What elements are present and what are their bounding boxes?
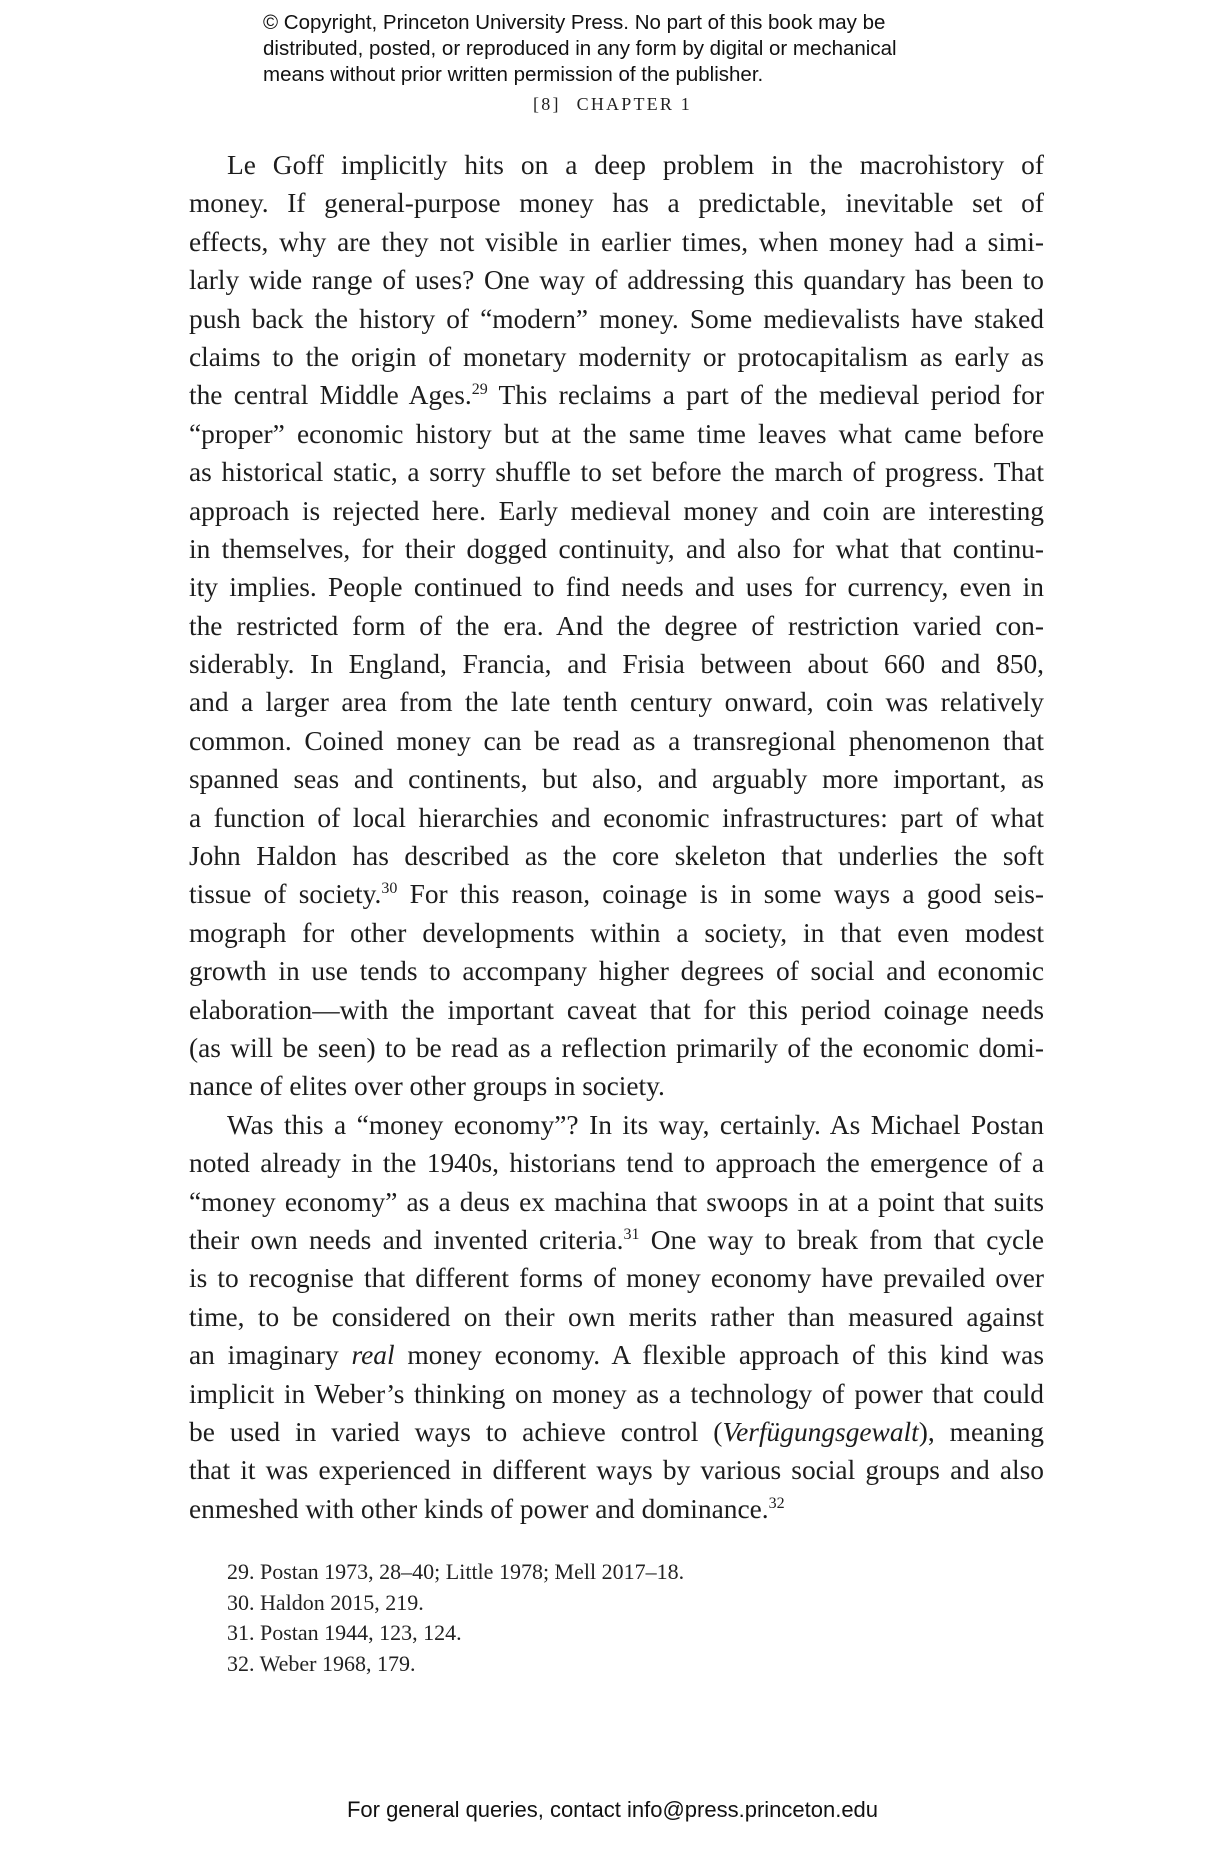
text-run: For this reason, coinage is in some ways a good seis- <box>397 879 1045 910</box>
copyright-line: © Copyright, Princeton University Press. No part of this book may be <box>263 11 886 34</box>
text-line: common. Coined money can be read as a transregional phenomenon that <box>189 725 1044 756</box>
text-line: growth in use tends to accompany higher degrees of social and economic <box>189 956 1044 987</box>
text-line: Le Goff implicitly hits on a deep problem in the macrohistory of <box>227 150 1044 180</box>
text-line: is to recognise that different forms of money economy have prevailed over <box>189 1263 1044 1294</box>
text-line <box>189 376 1044 414</box>
text-run: One way to break from that cycle <box>639 1224 1044 1255</box>
text-line: elaboration—with the important caveat that for this period coinage needs <box>189 994 1044 1025</box>
text-line: effects, why are they not visible in earlier times, when money had a simi- <box>189 226 1044 257</box>
text-line: (as will be seen) to be read as a reflection primarily of the economic domi- <box>189 1032 1044 1063</box>
text-line: ity implies. People continued to find needs and uses for currency, even in <box>189 572 1044 603</box>
text-line: that it was experienced in different ways by various social groups and also <box>189 1455 1044 1486</box>
text-line <box>189 1221 1044 1259</box>
text-line: larly wide range of uses? One way of addressing this quandary has been to <box>189 265 1044 296</box>
chapter-label: CHAPTER 1 <box>576 94 692 114</box>
footnote: 30. Haldon 2015, 219. <box>227 1589 424 1615</box>
text-line <box>189 1413 1044 1451</box>
text-line: noted already in the 1940s, historians tend to approach the emergence of a <box>189 1148 1044 1179</box>
text-line <box>189 1490 1044 1528</box>
italic-term: real <box>351 1340 395 1371</box>
footnote-ref: 32 <box>768 1494 785 1512</box>
text-run: an imaginary <box>189 1340 352 1371</box>
text-line: push back the history of “modern” money. Some medievalists have staked <box>189 303 1044 334</box>
text-run: enmeshed with other kinds of power and dominance. <box>189 1493 769 1524</box>
footnote-ref: 29 <box>471 381 488 399</box>
text-line: and a larger area from the late tenth century onward, coin was relatively <box>189 687 1044 718</box>
text-run: tissue of society. <box>189 879 382 910</box>
text-line: “money economy” as a deus ex machina that swoops in at a point that suits <box>189 1186 1044 1217</box>
text-line: a function of local hierarchies and economic infrastructures: part of what <box>189 802 1044 833</box>
text-line: Was this a “money economy”? In its way, certainly. As Michael Postan <box>227 1109 1044 1140</box>
text-line: spanned seas and continents, but also, and arguably more important, as <box>189 764 1044 795</box>
text-line: “proper” economic history but at the same time leaves what came before <box>189 418 1044 449</box>
footnote: 32. Weber 1968, 179. <box>227 1650 416 1676</box>
text-run: be used in varied ways to achieve control ( <box>189 1416 723 1447</box>
body-text <box>189 146 1044 1528</box>
text-line: as historical static, a sorry shuffle to set before the march of progress. That <box>189 457 1044 488</box>
footnote: 31. Postan 1944, 123, 124. <box>227 1620 462 1645</box>
text-run: ), meaning <box>918 1416 1044 1447</box>
text-line: nance of elites over other groups in society. <box>189 1071 665 1102</box>
text-line: claims to the origin of monetary modernity or protocapitalism as early as <box>189 341 1044 372</box>
text-line: John Haldon has described as the core skeleton that underlies the soft <box>189 841 1044 872</box>
text-line: mograph for other developments within a society, in that even modest <box>189 917 1044 948</box>
text-line: in themselves, for their dogged continuity, and also for what that continu- <box>189 533 1044 564</box>
footnote: 29. Postan 1973, 28–40; Little 1978; Mell 2017–18. <box>227 1559 685 1584</box>
footnotes <box>227 1557 1027 1679</box>
text-run: the central Middle Ages. <box>189 380 472 411</box>
text-line: approach is rejected here. Early medieval money and coin are interesting <box>189 495 1044 526</box>
running-head <box>0 94 1225 115</box>
text-line: siderably. In England, Francia, and Frisia between about 660 and 850, <box>189 649 1044 680</box>
copyright-line: means without prior written permission of the publisher. <box>263 63 764 86</box>
text-line: time, to be considered on their own merits rather than measured against <box>189 1301 1044 1332</box>
text-line <box>189 1336 1044 1374</box>
text-line: money. If general-purpose money has a predictable, inevitable set of <box>189 188 1044 219</box>
text-line <box>189 875 1044 913</box>
text-line: implicit in Weber’s thinking on money as a technology of power that could <box>189 1378 1044 1409</box>
text-run: money economy. A flexible approach of this kind was <box>394 1340 1044 1371</box>
text-run: their own needs and invented criteria. <box>189 1224 624 1255</box>
footnote-ref: 30 <box>381 880 398 898</box>
copyright-notice <box>263 10 983 88</box>
italic-term: Verfügungsgewalt <box>722 1416 919 1447</box>
footer-contact: For general queries, contact info@press.princeton.edu <box>346 1797 879 1822</box>
footnote-ref: 31 <box>623 1225 640 1243</box>
page-number: [8] <box>533 94 561 114</box>
text-run: This reclaims a part of the medieval period for <box>487 380 1044 411</box>
copyright-line: distributed, posted, or reproduced in any form by digital or mechanical <box>263 37 897 60</box>
text-line: the restricted form of the era. And the degree of restriction varied con- <box>189 610 1044 641</box>
